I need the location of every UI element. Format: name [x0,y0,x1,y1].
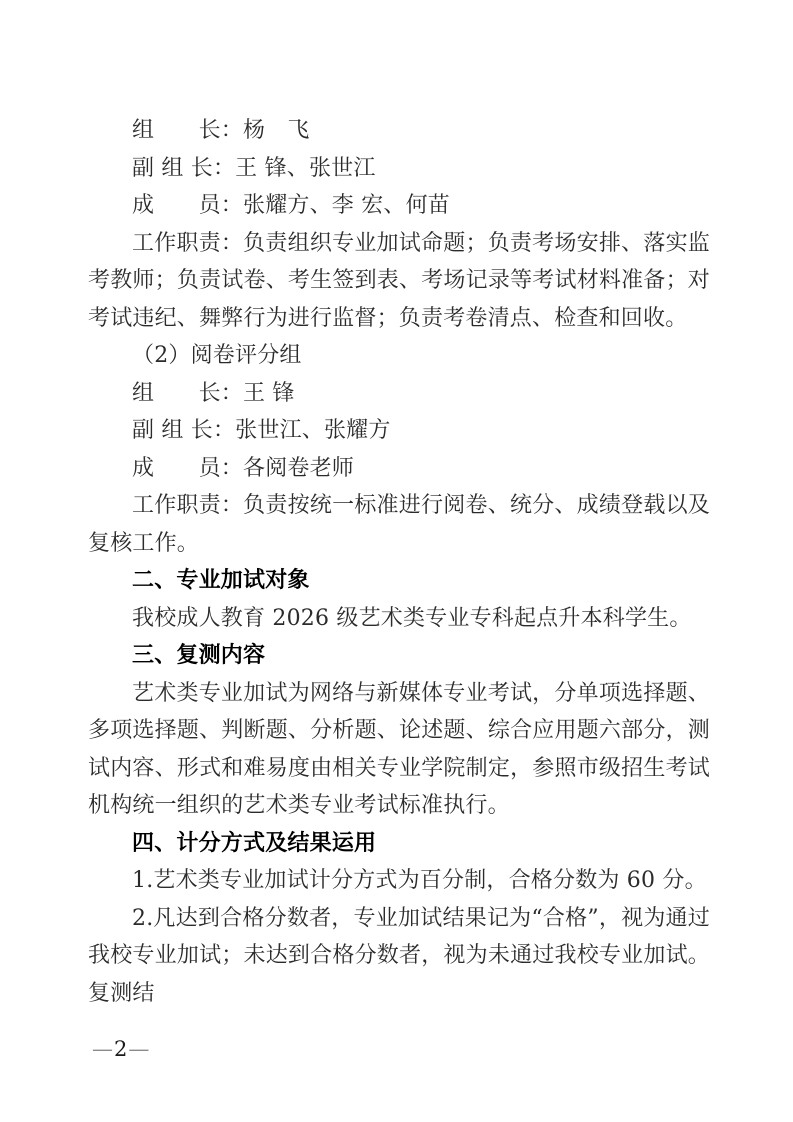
heading-section-4: 四、计分方式及结果运用 [132,830,377,856]
paragraph-group1-leader: 组 长：杨 飞 [132,118,310,143]
document-content [88,112,710,1012]
paragraph-section-2-body: 我校成人教育 2026 级艺术类专业专科起点升本科学生。 [132,605,692,631]
page-number-dash-left: — [92,1037,113,1061]
paragraph-group2-members: 成 员：各阅卷老师 [132,455,355,481]
paragraph-group1-members: 成 员：张耀方、李 宏、何苗 [132,193,450,218]
paragraph-group2-title: （2）阅卷评分组 [132,343,302,368]
page-number [92,1036,149,1062]
paragraph-section-4-item-2: 2.凡达到合格分数者，专业加试结果记为“合格”，视为通过我校专业加试；未达到合格分数者，视为未通过我校专业加试。复测结 [88,905,710,1006]
paragraph-section-3-body: 艺术类专业加试为网络与新媒体专业考试，分单项选择题、多项选择题、判断题、分析题、论述题、综合应用题六部分，测试内容、形式和难易度由相关专业学院制定，参照市级招生考试机构统一组织的艺术类专业考试标准执行。 [88,680,710,818]
paragraph-section-4-item-1: 1.艺术类专业加试计分方式为百分制，合格分数为 60 分。 [132,868,707,893]
paragraph-group2-leader: 组 长：王 锋 [132,380,295,406]
paragraph-group1-deputy-leader: 副 组 长：王 锋、张世江 [132,155,376,181]
paragraph-group2-deputy-leader: 副 组 长：张世江、张耀方 [132,418,391,443]
paragraph-group2-duties: 工作职责：负责按统一标准进行阅卷、统分、成绩登载以及复核工作。 [88,493,710,556]
heading-section-3: 三、复测内容 [132,643,266,668]
heading-section-2: 二、专业加试对象 [132,568,310,593]
page-number-value: 2 [114,1037,128,1061]
paragraph-group1-duties: 工作职责：负责组织专业加试命题；负责考场安排、落实监考教师；负责试卷、考生签到表、考场记录等考试材料准备；对考试违纪、舞弊行为进行监督；负责考卷清点、检查和回收。 [88,230,710,331]
page-number-dash-right: — [128,1037,150,1061]
